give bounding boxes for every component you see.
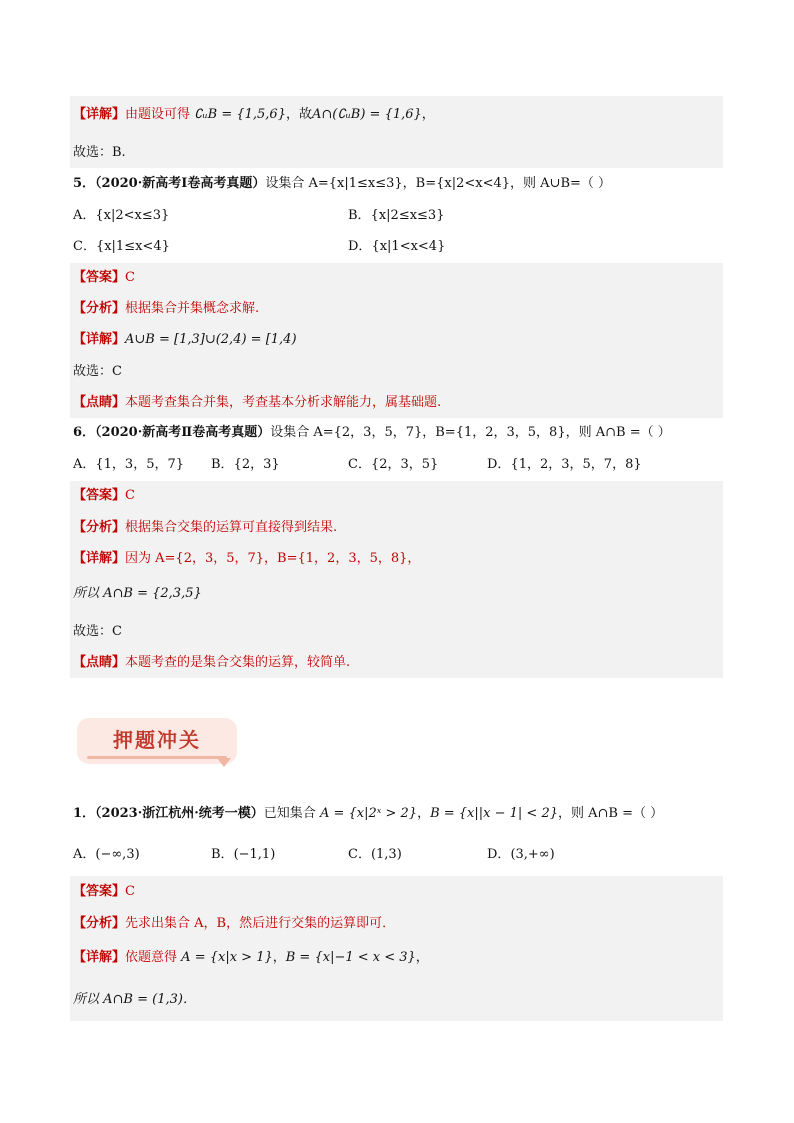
q6-detail-line <box>73 548 420 570</box>
question-6-stem <box>73 422 671 444</box>
badge-underline <box>87 756 227 759</box>
detail-end: ， <box>415 950 429 965</box>
q5-comment-line <box>73 392 441 414</box>
analysis-text: 根据集合并集概念求解. <box>125 301 260 316</box>
detail-text: 由题设可得 <box>125 107 191 122</box>
choice-text: 故选：C <box>73 624 122 639</box>
separator: ， <box>417 806 431 821</box>
question-source: （2023·浙江杭州·统考一模） <box>95 806 264 821</box>
comment-text: 本题考查的是集合交集的运算，较简单. <box>125 655 351 670</box>
detail-label: 【详解】 <box>73 332 126 347</box>
option-text: (−1,1) <box>233 847 276 862</box>
detail-math: ∁ᵤB = {1,5,6} <box>194 107 286 122</box>
badge-tail-icon <box>217 758 231 767</box>
solution-box-q6 <box>70 481 723 678</box>
option-key: C． <box>348 847 371 862</box>
question-number: 6． <box>73 425 96 440</box>
detail-end: ， <box>421 107 435 122</box>
section-badge <box>77 718 237 768</box>
detail-text: 依题意得 <box>125 950 178 965</box>
question-number: 1． <box>73 806 96 821</box>
option-text: {x|1<x<4} <box>371 239 446 254</box>
option-text: {x|2<x≤3} <box>95 208 170 223</box>
q1-analysis-line <box>73 913 395 935</box>
q5-option-a <box>73 205 169 227</box>
choice-text: 故选：C <box>73 364 122 379</box>
q5-choice-line <box>73 361 122 383</box>
answer-text: C <box>125 884 135 899</box>
answer-label: 【答案】 <box>73 884 126 899</box>
option-key: C． <box>73 239 96 254</box>
q6-option-d <box>487 454 642 476</box>
detail-separator: ，故 <box>285 107 312 122</box>
option-key: B． <box>211 847 234 862</box>
detail-label: 【详解】 <box>73 551 126 566</box>
q6-analysis-line <box>73 517 337 539</box>
question-text: 设集合 A={2，3，5，7}，B={1，2，3，5，8}，则 A∩B =（ ） <box>270 425 671 440</box>
q6-option-b <box>211 454 280 476</box>
option-text: {1，2，3，5，7，8} <box>510 457 642 472</box>
q1-option-c <box>348 844 402 866</box>
q1-option-a <box>73 844 140 866</box>
question-source: （2020·新高考Ⅱ卷高考真题） <box>95 425 271 440</box>
q1-conclusion-line <box>73 989 196 1011</box>
set-a-math: A = {x|2ˣ > 2} <box>319 806 418 821</box>
question-1-stem <box>73 803 663 825</box>
q1-answer-line <box>73 881 135 903</box>
q1-detail-line <box>73 947 429 969</box>
analysis-label: 【分析】 <box>73 916 126 931</box>
top-choice-line <box>73 142 126 164</box>
analysis-label: 【分析】 <box>73 301 126 316</box>
option-text: {1，3，5，7} <box>95 457 185 472</box>
analysis-text: 根据集合交集的运算可直接得到结果. <box>125 520 338 535</box>
q6-answer-line <box>73 485 135 507</box>
option-text: (1,3) <box>370 847 402 862</box>
q6-choice-line <box>73 621 122 643</box>
q5-detail-line <box>73 329 297 351</box>
option-text: (3,+∞) <box>510 847 555 862</box>
q6-detail-line-2 <box>73 583 202 605</box>
set-b-math: B = {x||x − 1| < 2} <box>430 806 558 821</box>
detail-math: B = {x|−1 < x < 3} <box>285 950 416 965</box>
option-text: {2，3，5} <box>370 457 439 472</box>
option-text: {x|1≤x<4} <box>95 239 170 254</box>
q5-option-b <box>348 205 444 227</box>
option-key: D． <box>487 457 511 472</box>
option-key: D． <box>348 239 372 254</box>
detail-text: 因为 A={2，3，5，7}，B={1，2，3，5，8}， <box>125 551 421 566</box>
analysis-label: 【分析】 <box>73 520 126 535</box>
option-key: C． <box>348 457 371 472</box>
q1-option-b <box>211 844 275 866</box>
question-5-stem <box>73 173 611 195</box>
option-key: A． <box>73 847 96 862</box>
answer-text: C <box>125 270 135 285</box>
q1-option-d <box>487 844 555 866</box>
detail-math: A∪B = [1,3]∪(2,4) = [1,4) <box>125 332 297 347</box>
option-text: {2，3} <box>233 457 280 472</box>
separator: ， <box>272 950 286 965</box>
question-end: ，则 A∩B =（ ） <box>558 806 664 821</box>
q6-comment-line <box>73 652 350 674</box>
q6-option-a <box>73 454 184 476</box>
answer-label: 【答案】 <box>73 488 126 503</box>
option-text: (−∞,3) <box>95 847 140 862</box>
option-text: {x|2≤x≤3} <box>370 208 445 223</box>
question-number: 5． <box>73 176 96 191</box>
comment-label: 【点睛】 <box>73 655 126 670</box>
section-title: 押题冲关 <box>113 728 201 752</box>
comment-text: 本题考查集合并集，考查基本分析求解能力，属基础题. <box>125 395 442 410</box>
detail-math: A = {x|x > 1} <box>181 950 273 965</box>
detail-math: 所以 A∩B = {2,3,5} <box>73 586 202 601</box>
q5-option-c <box>73 236 170 258</box>
q5-option-d <box>348 236 445 258</box>
conclusion-text: 所以 A∩B = (1,3)． <box>73 992 196 1007</box>
question-text: 设集合 A={x|1≤x≤3}，B={x|2<x<4}，则 A∪B=（ ） <box>265 176 612 191</box>
q6-option-c <box>348 454 438 476</box>
detail-label: 【详解】 <box>73 950 126 965</box>
comment-label: 【点睛】 <box>73 395 126 410</box>
detail-math: A∩(∁ᵤB) = {1,6} <box>311 107 422 122</box>
question-text: 已知集合 <box>263 806 316 821</box>
choice-text: 故选：B. <box>73 145 126 160</box>
answer-label: 【答案】 <box>73 270 126 285</box>
option-key: B． <box>348 208 371 223</box>
top-detail-line <box>73 104 435 126</box>
option-key: A． <box>73 208 96 223</box>
question-source: （2020·新高考Ⅰ卷高考真题） <box>95 176 266 191</box>
analysis-text: 先求出集合 A，B，然后进行交集的运算即可． <box>125 916 396 931</box>
option-key: B． <box>211 457 234 472</box>
option-key: A． <box>73 457 96 472</box>
option-key: D． <box>487 847 511 862</box>
answer-text: C <box>125 488 135 503</box>
q5-answer-line <box>73 267 135 289</box>
detail-label: 【详解】 <box>73 107 126 122</box>
q5-analysis-line <box>73 298 259 320</box>
